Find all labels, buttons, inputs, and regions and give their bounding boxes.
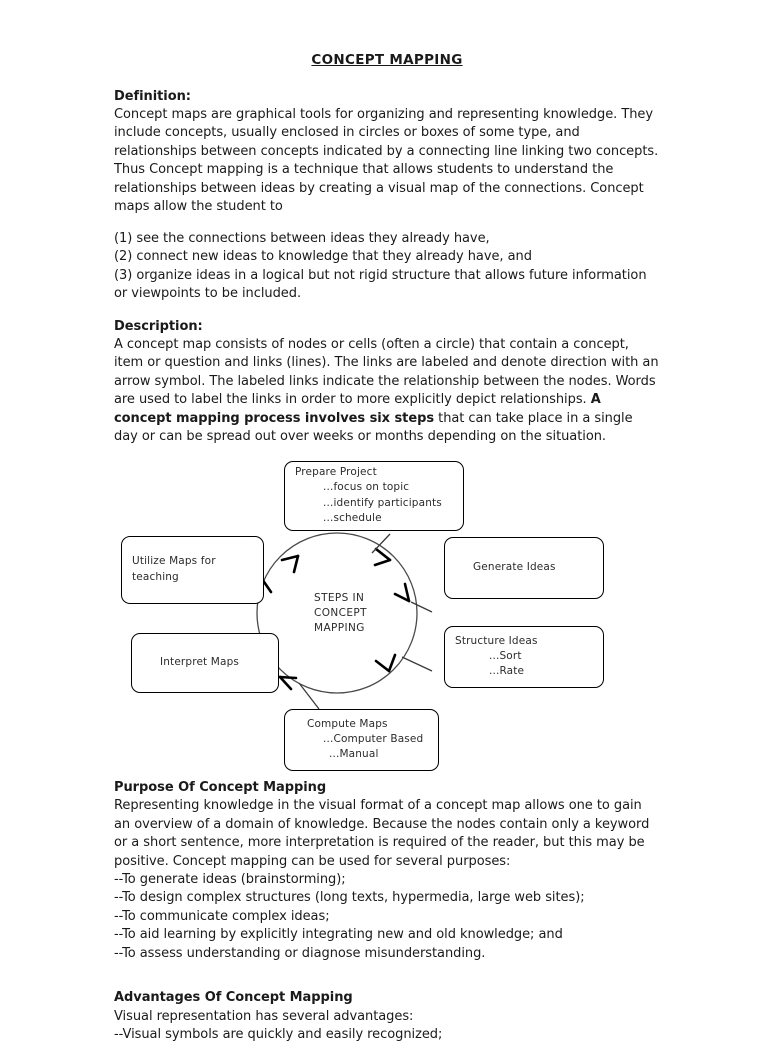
definition-list-item-3: (3) organize ideas in a logical but not rigid structure that allows future information or viewpoints to be included. [114,267,647,302]
node-line-detail-1: ...focus on topic [323,481,410,494]
cycle-center-label [314,591,367,636]
arrowhead-bottom [280,677,296,689]
document-content [114,52,660,1045]
diagram-node-structure-ideas[interactable] [444,626,604,688]
spacer [114,217,660,230]
purpose-bullet-5: --To assess understanding or diagnose misunderstanding. [114,945,486,961]
node-line-detail-3: ...schedule [323,511,382,524]
section-heading-description: Description: [114,318,203,334]
concept-map-diagram [114,461,660,779]
hub-line-1: STEPS IN [314,591,365,604]
description-text-part-2: that can take place in a single day or can be spread out over weeks or months depending on the situation. [114,410,633,445]
section-heading-purpose: Purpose Of Concept Mapping [114,779,327,795]
section-heading-definition: Definition: [114,88,191,104]
spacer [114,304,660,318]
arrowhead-right [395,584,409,601]
arrowhead-top-left [282,556,298,572]
diagram-node-interpret-maps[interactable] [131,633,279,693]
purpose-paragraph: Representing knowledge in the visual format of a concept map allows one to gain an overview of a domain of knowledge. Because the nodes contain only a keyword or a short sentence, more interpretation is required of the reader, but this may be positive. Concept mapping can be used for several purposes: [114,798,650,869]
definition-list-item-1: (1) see the connections between ideas they already have, [114,230,490,246]
node-line-title: Interpret Maps [160,656,240,669]
section-heading-advantages: Advantages Of Concept Mapping [114,990,353,1006]
description-paragraph [114,336,660,447]
advantages-paragraph: Visual representation has several advantages: [114,1008,414,1024]
purpose-bullet-3: --To communicate complex ideas; [114,908,330,924]
node-line-detail-2: ...Rate [489,665,525,678]
node-line-title: Compute Maps [307,717,388,730]
node-line-title: Generate Ideas [473,561,556,574]
purpose-bullet-4: --To aid learning by explicitly integrating new and old knowledge; and [114,927,563,943]
spacer [114,963,660,989]
hub-line-2: CONCEPT [314,606,367,619]
arrowhead-lower-right [376,655,395,671]
definition-paragraph: Concept maps are graphical tools for organizing and representing knowledge. They include concepts, usually enclosed in circles or boxes of some type, and relationships between concepts indicated by a connecting line linking two concepts. Thus Concept mapping is a technique that allows students to understand the relationships between ideas by creating a visual map of the connections. Concept maps allow the student to [114,107,659,215]
hub-line-3: MAPPING [314,621,365,634]
node-line-detail-1: ...Sort [489,650,522,663]
node-line-detail-1: ...Computer Based [323,733,424,746]
diagram-node-generate-ideas[interactable] [444,537,604,599]
diagram-node-prepare-project[interactable] [284,461,464,531]
node-line-detail-1: teaching [132,570,179,583]
node-line-title: Structure Ideas [455,634,538,647]
advantages-bullet-1: --Visual symbols are quickly and easily recognized; [114,1027,443,1043]
node-line-detail-2: ...identify participants [323,496,442,509]
purpose-bullet-2: --To design complex structures (long texts, hypermedia, large web sites); [114,890,585,906]
definition-list-item-2: (2) connect new ideas to knowledge that they already have, and [114,249,532,265]
page-title: CONCEPT MAPPING [311,52,463,68]
description-text-part-1: A concept map consists of nodes or cells (often a circle) that contain a concept, item or question and links (lines). The links are labeled and denote direction with an arrow symbol. The labeled links indicate the relationship between the nodes. Words are used to label the links in order to more explicitly depict relationships. [114,336,659,408]
description-text-bold: A concept mapping process involves six steps [114,392,601,426]
diagram-node-compute-maps[interactable] [284,709,439,771]
diagram-node-utilize-maps[interactable] [121,536,264,604]
node-line-detail-2: ...Manual [329,748,379,761]
node-line-title: Utilize Maps for [132,555,216,568]
purpose-bullet-1: --To generate ideas (brainstorming); [114,871,346,887]
node-line-title: Prepare Project [295,466,377,479]
